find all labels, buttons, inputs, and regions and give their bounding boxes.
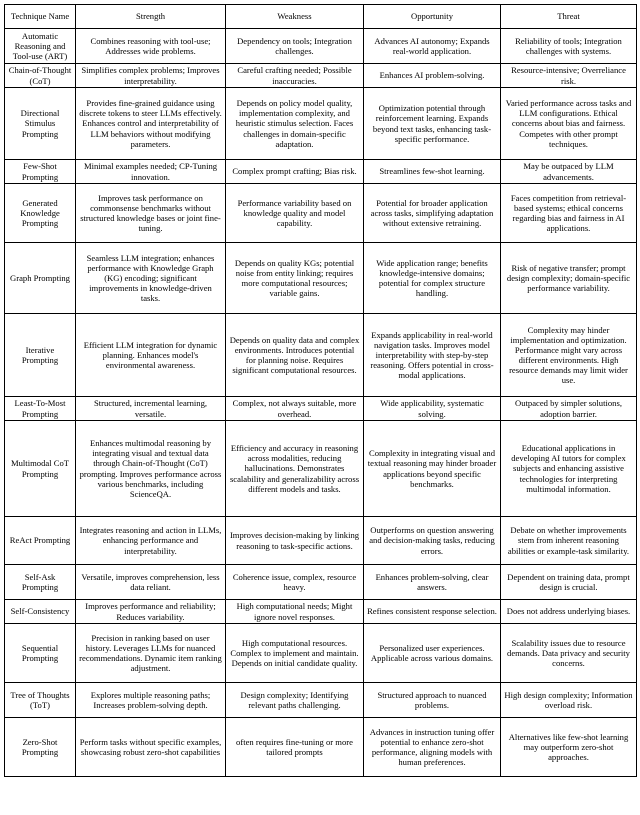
table-row [5,64,637,88]
opportunity-cell: Refines consistent response selection. [364,600,501,624]
weakness-cell: Careful crafting needed; Possible inaccuracies. [226,64,364,88]
technique-name-cell: Iterative Prompting [5,314,76,397]
table-header [5,5,637,29]
threat-cell: Risk of negative transfer; prompt design complexity; domain-specific performance variability. [501,243,637,314]
table-row [5,314,637,397]
strength-cell: Combines reasoning with tool-use; Addresses wide problems. [76,29,226,64]
weakness-cell: Complex, not always suitable, more overhead. [226,397,364,421]
strength-cell: Improves task performance on commonsense benchmarks without structured knowledge bases or joint fine-tuning. [76,184,226,243]
technique-name-cell: Multimodal CoT Prompting [5,421,76,517]
strength-cell: Seamless LLM integration; enhances performance with Knowledge Graph (KG) encoding; significant improvements in knowledge-driven tasks. [76,243,226,314]
opportunity-cell: Potential for broader application across tasks, simplifying adaptation without extensive retraining. [364,184,501,243]
opportunity-cell: Advances in instruction tuning offer potential to enhance zero-shot performance, aligning models with human preferences. [364,718,501,777]
technique-name-cell: Chain-of-Thought (CoT) [5,64,76,88]
table-row [5,683,637,718]
weakness-cell: Depends on quality KGs; potential noise from entity linking; requires more computational resources; variable gains. [226,243,364,314]
header-row [5,5,637,29]
table-row [5,421,637,517]
weakness-cell: High computational resources. Complex to implement and maintain. Depends on initial candidate quality. [226,624,364,683]
strength-cell: Structured, incremental learning, versatile. [76,397,226,421]
technique-name-cell: Generated Knowledge Prompting [5,184,76,243]
weakness-cell: Depends on policy model quality, implementation complexity, and heuristic stimulus selection. Faces challenges in domain-specific adaptation. [226,88,364,160]
strength-cell: Simplifies complex problems; Improves interpretability. [76,64,226,88]
header-opportunity: Opportunity [364,5,501,29]
strength-cell: Enhances multimodal reasoning by integrating visual and textual data through Chain-of-Thought (CoT) prompting. Improves performance across various benchmarks, including ScienceQA. [76,421,226,517]
table-row [5,243,637,314]
threat-cell: May be outpaced by LLM advancements. [501,160,637,184]
technique-name-cell: Graph Prompting [5,243,76,314]
weakness-cell: High computational needs; Might ignore novel responses. [226,600,364,624]
weakness-cell: often requires fine-tuning or more tailored prompts [226,718,364,777]
table-row [5,624,637,683]
opportunity-cell: Complexity in integrating visual and textual reasoning may hinder broader applications beyond specific benchmarks. [364,421,501,517]
weakness-cell: Coherence issue, complex, resource heavy. [226,565,364,600]
technique-name-cell: Automatic Reasoning and Tool-use (ART) [5,29,76,64]
technique-name-cell: Sequential Prompting [5,624,76,683]
threat-cell: Outpaced by simpler solutions, adoption barrier. [501,397,637,421]
technique-name-cell: Self-Consistency [5,600,76,624]
technique-name-cell: Zero-Shot Prompting [5,718,76,777]
weakness-cell: Improves decision-making by linking reasoning to task-specific actions. [226,517,364,565]
strength-cell: Perform tasks without specific examples, showcasing robust zero-shot capabilities [76,718,226,777]
threat-cell: Reliability of tools; Integration challenges with systems. [501,29,637,64]
table-row [5,565,637,600]
strength-cell: Precision in ranking based on user history. Leverages LLMs for nuanced recommendations. Dynamic item ranking adjustment. [76,624,226,683]
opportunity-cell: Streamlines few-shot learning. [364,160,501,184]
technique-name-cell: Few-Shot Prompting [5,160,76,184]
strength-cell: Minimal examples needed; CP-Tuning innovation. [76,160,226,184]
technique-name-cell: Tree of Thoughts (ToT) [5,683,76,718]
threat-cell: Resource-intensive; Overreliance risk. [501,64,637,88]
table-row [5,718,637,777]
opportunity-cell: Wide application range; benefits knowledge-intensive domains; potential for complex structure handling. [364,243,501,314]
threat-cell: Dependent on training data, prompt design is crucial. [501,565,637,600]
threat-cell: Complexity may hinder implementation and optimization. Performance might vary across different environments. High resource demands may limit wider use. [501,314,637,397]
technique-name-cell: Directional Stimulus Prompting [5,88,76,160]
threat-cell: Debate on whether improvements stem from inherent reasoning abilities or example-task similarity. [501,517,637,565]
table-row [5,600,637,624]
header-strength: Strength [76,5,226,29]
opportunity-cell: Enhances problem-solving, clear answers. [364,565,501,600]
weakness-cell: Design complexity; Identifying relevant paths challenging. [226,683,364,718]
weakness-cell: Efficiency and accuracy in reasoning across modalities, reducing hallucinations. Demonstrates scalability and generalizability across different models and tasks. [226,421,364,517]
table-row [5,160,637,184]
opportunity-cell: Enhances AI problem-solving. [364,64,501,88]
weakness-cell: Depends on quality data and complex environments. Introduces potential for planning noise. Requires significant computational resources. [226,314,364,397]
weakness-cell: Performance variability based on knowledge quality and model capability. [226,184,364,243]
table-row [5,184,637,243]
opportunity-cell: Expands applicability in real-world navigation tasks. Improves model interpretability with step-by-step reasoning. Offers potential in cross-modal applications. [364,314,501,397]
threat-cell: Does not address underlying biases. [501,600,637,624]
weakness-cell: Dependency on tools; Integration challenges. [226,29,364,64]
strength-cell: Explores multiple reasoning paths; Increases problem-solving depth. [76,683,226,718]
strength-cell: Versatile, improves comprehension, less data reliant. [76,565,226,600]
threat-cell: Faces competition from retrieval-based systems; ethical concerns regarding bias and fairness in AI applications. [501,184,637,243]
technique-name-cell: Self-Ask Prompting [5,565,76,600]
strength-cell: Improves performance and reliability; Reduces variability. [76,600,226,624]
technique-name-cell: ReAct Prompting [5,517,76,565]
threat-cell: Alternatives like few-shot learning may outperform zero-shot approaches. [501,718,637,777]
table-row [5,517,637,565]
opportunity-cell: Wide applicability, systematic solving. [364,397,501,421]
opportunity-cell: Optimization potential through reinforcement learning. Expands beyond text tasks, enhancing task-specific performance. [364,88,501,160]
swot-table [4,4,637,777]
threat-cell: High design complexity; Information overload risk. [501,683,637,718]
threat-cell: Scalability issues due to resource demands. Data privacy and security concerns. [501,624,637,683]
weakness-cell: Complex prompt crafting; Bias risk. [226,160,364,184]
header-technique-name: Technique Name [5,5,76,29]
opportunity-cell: Structured approach to nuanced problems. [364,683,501,718]
strength-cell: Provides fine-grained guidance using discrete tokens to steer LLMs effectively. Enhances control and interpretability of LLM behaviors without modifying parameters. [76,88,226,160]
strength-cell: Efficient LLM integration for dynamic planning. Enhances model's environmental awareness. [76,314,226,397]
threat-cell: Varied performance across tasks and LLM configurations. Ethical concerns about bias and fairness. Competes with other prompt techniques. [501,88,637,160]
header-threat: Threat [501,5,637,29]
opportunity-cell: Outperforms on question answering and decision-making tasks, reducing errors. [364,517,501,565]
table-body [5,29,637,777]
technique-name-cell: Least-To-Most Prompting [5,397,76,421]
header-weakness: Weakness [226,5,364,29]
opportunity-cell: Personalized user experiences. Applicable across various domains. [364,624,501,683]
strength-cell: Integrates reasoning and action in LLMs, enhancing performance and interpretability. [76,517,226,565]
threat-cell: Educational applications in developing AI tutors for complex subjects and enhancing assistive technologies for interpreting multimodal information. [501,421,637,517]
table-row [5,88,637,160]
table-row [5,397,637,421]
table-row [5,29,637,64]
opportunity-cell: Advances AI autonomy; Expands real-world application. [364,29,501,64]
